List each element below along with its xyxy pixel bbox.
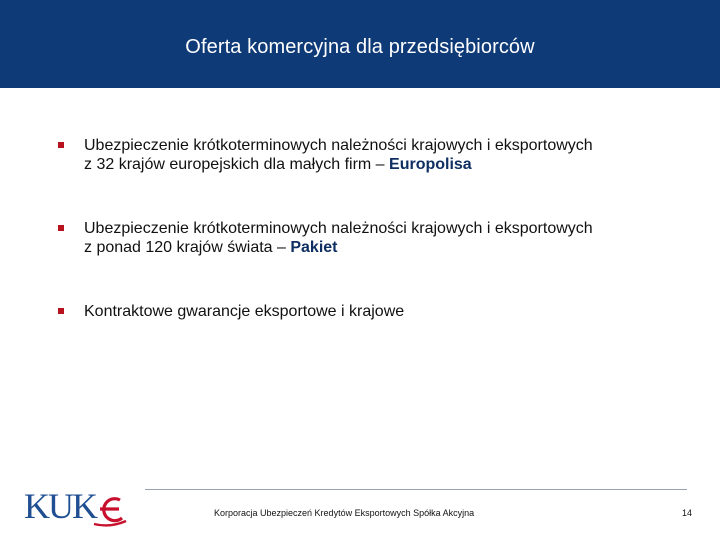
bullet-text [84, 219, 694, 257]
bullet-line [84, 155, 694, 174]
bullet-marker-icon [58, 142, 64, 148]
bullet-line: Ubezpieczenie krótkoterminowych należności krajowych i eksportowych [84, 220, 593, 237]
slide-title: Oferta komercyjna dla przedsiębiorców [185, 36, 535, 58]
bullet-marker-icon [58, 225, 64, 231]
slide-header [0, 0, 720, 88]
bullet-text [84, 302, 694, 321]
footer-divider [145, 489, 687, 490]
bullet-marker-icon [58, 308, 64, 314]
bullet-line-prefix: z ponad 120 krajów świata – [84, 239, 291, 256]
kuke-logo [24, 484, 128, 528]
bullet-line-prefix: z 32 krajów europejskich dla małych firm – [84, 156, 390, 173]
company-name: Korporacja Ubezpieczeń Kredytów Eksportowych Spółka Akcyjna [214, 508, 475, 518]
bullet-line [84, 238, 694, 257]
product-name: Pakiet [290, 239, 338, 256]
svg-text:KUK: KUK [24, 486, 96, 526]
bullet-text [84, 136, 694, 174]
bullet-line: Ubezpieczenie krótkoterminowych należności krajowych i eksportowych [84, 137, 593, 154]
page-number: 14 [681, 508, 692, 518]
bullet-line: Kontraktowe gwarancje eksportowe i krajowe [84, 303, 405, 320]
product-name: Europolisa [389, 156, 472, 173]
